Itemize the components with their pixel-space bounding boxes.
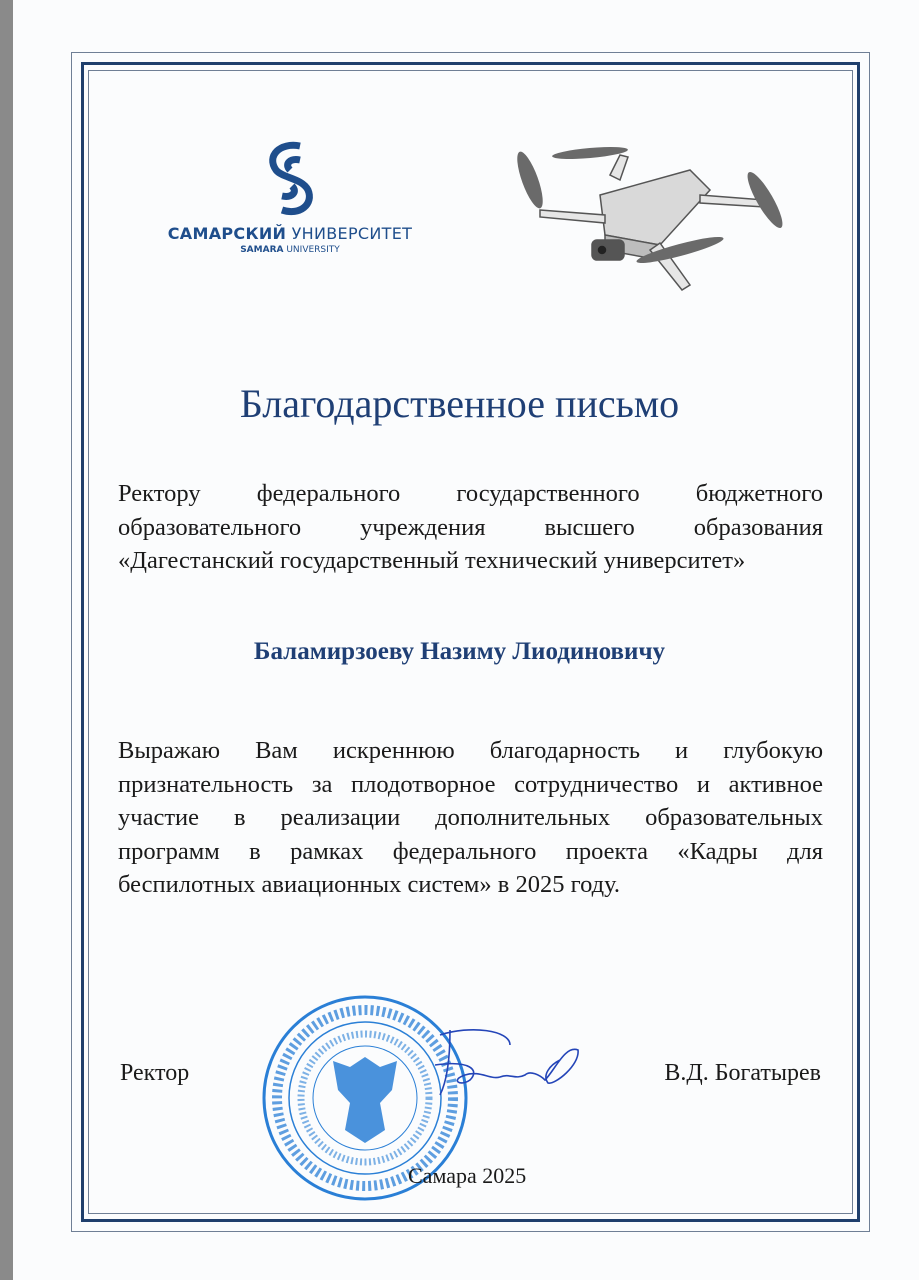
logo-name-en: SAMARA UNIVERSITY [240, 245, 340, 255]
samara-university-logo [150, 138, 430, 255]
addressee-line: образовательного учреждения высшего образования [118, 513, 823, 541]
addressee [118, 477, 823, 578]
signer-position: Ректор [120, 1060, 190, 1086]
university-emblem-icon [260, 138, 320, 218]
drone-illustration [510, 135, 810, 305]
logo-name-ru: САМАРСКИЙ УНИВЕРСИТЕТ [167, 224, 413, 243]
body-line: программ в рамках федерального проекта «Кадры для [118, 837, 823, 865]
signer-name: В.Д. Богатырев [664, 1060, 821, 1086]
addressee-line: Ректору федерального государственного бюджетного [118, 480, 823, 507]
addressee-line: «Дагестанский государственный технический университет» [118, 547, 746, 574]
body-text [118, 734, 823, 902]
recipient-name: Баламирзоеву Назиму Лиодиновичу [253, 638, 666, 665]
body-line: беспилотных авиационных систем» в 2025 году. [118, 871, 620, 898]
body-line: участие в реализации дополнительных образовательных [118, 804, 823, 831]
body-line: Выражаю Вам искреннюю благодарность и глубокую [118, 737, 823, 764]
body-line: признательность за плодотворное сотрудничество и активное [118, 770, 823, 798]
handwritten-signature [430, 1025, 590, 1115]
document-title: Благодарственное письмо [239, 381, 680, 426]
place-year: Самара 2025 [408, 1163, 527, 1188]
